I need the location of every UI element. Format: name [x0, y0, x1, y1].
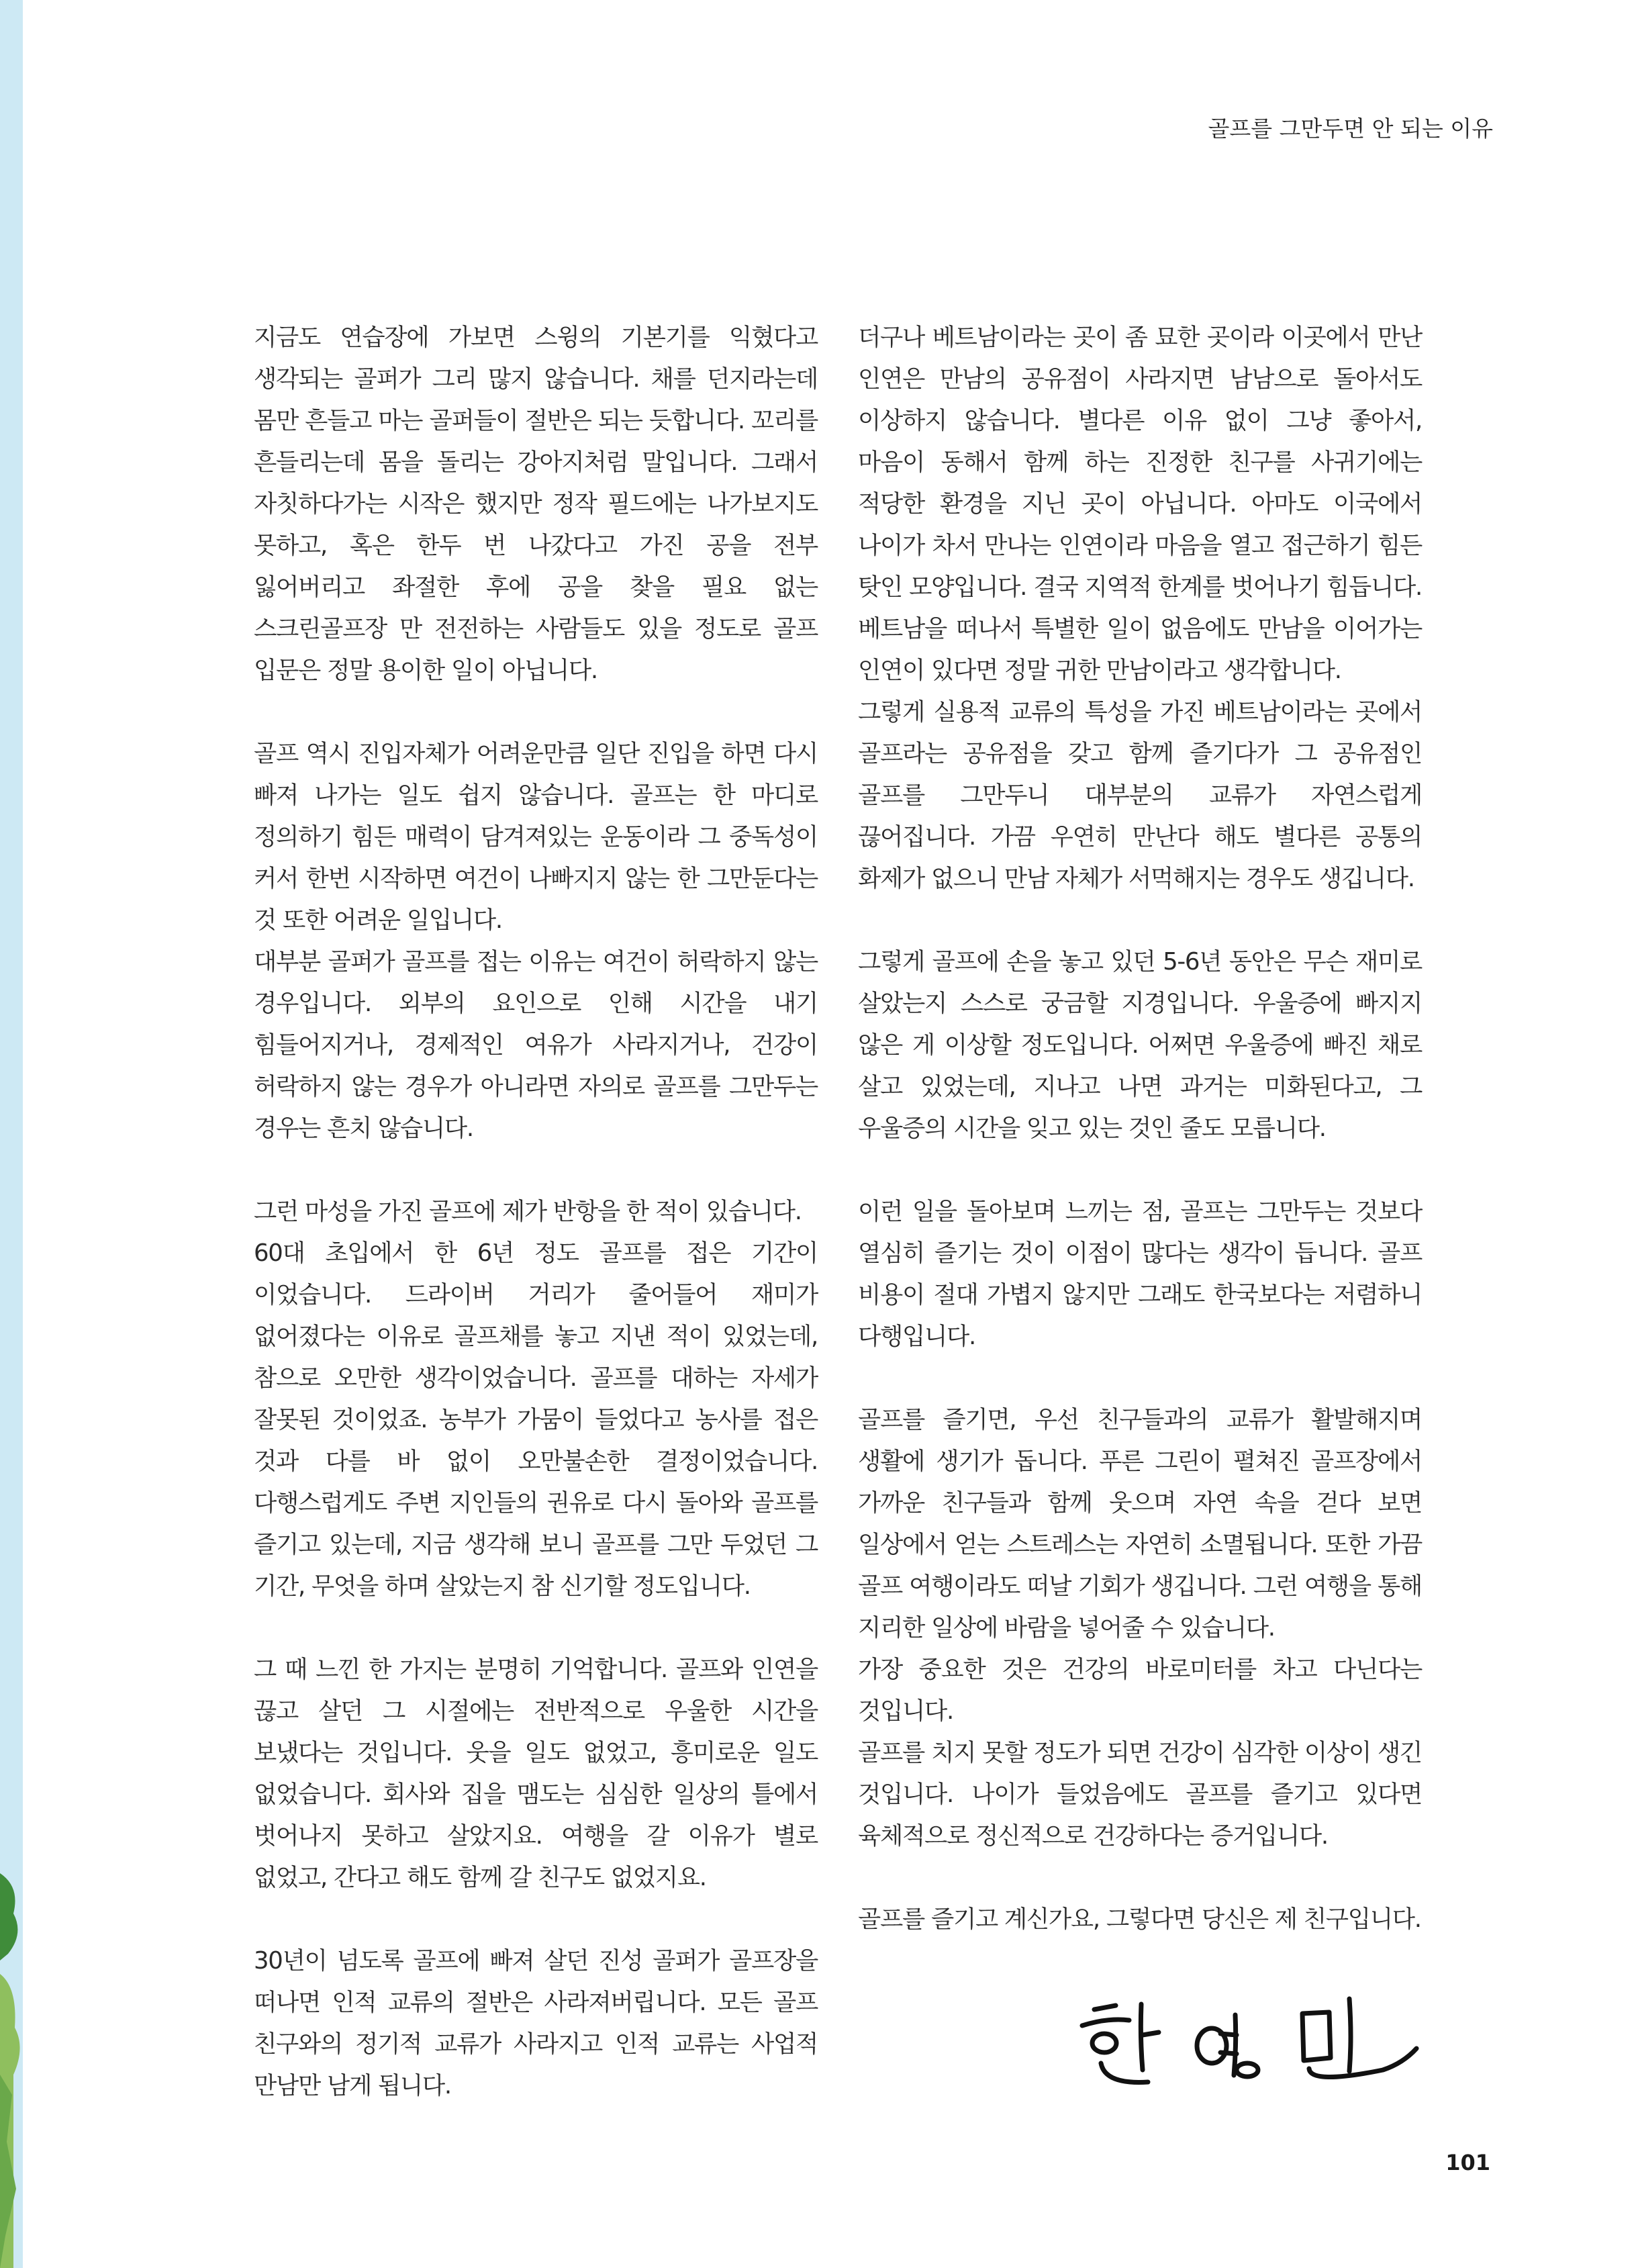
- closing-line: 골프를 즐기고 계신가요, 그렇다면 당신은 제 친구입니다.: [858, 1905, 1421, 1933]
- body-paragraph: 가장 중요한 것은 건강의 바로미터를 차고 다닌다는 것입니다.: [858, 1656, 1422, 1725]
- right-column: [858, 317, 1422, 1940]
- author-signature: [1067, 1991, 1430, 2091]
- body-paragraph: 그렇게 골프에 손을 놓고 있던 5-6년 동안은 무슨 재미로 살았는지 스스로 궁금할 지경입니다. 우울증에 빠지지 않은 게 이상할 정도입니다. 어쩌면 우울증에 빠진 채로 살고 있었는데, 지나고 나면 과거는 미화된다고, 그 우울증의 시간을 잊고 있는 것인 줄도 모릅니다.: [858, 948, 1422, 1142]
- body-paragraph: 60대 초입에서 한 6년 정도 골프를 접은 기간이 이었습니다. 드라이버 거리가 줄어들어 재미가 없어졌다는 이유로 골프채를 놓고 지낸 적이 있었는데, 참으로 오만한 생각이었습니다. 골프를 대하는 자세가 잘못된 것이었죠. 농부가 가뭄이 들었다고 농사를 접은 것과 다를 바 없이 오만불손한 결정이었습니다. 다행스럽게도 주변 지인들의 권유로 다시 돌아와 골프를 즐기고 있는데, 지금 생각해 보니 골프를 그만 두었던 그 기간, 무엇을 하며 살았는지 참 신기할 정도입니다.: [254, 1239, 818, 1600]
- body-paragraph: 그런 마성을 가진 골프에 제가 반항을 한 적이 있습니다.: [254, 1198, 802, 1225]
- body-paragraph: 대부분 골퍼가 골프를 접는 이유는 여건이 허락하지 않는 경우입니다. 외부의 요인으로 인해 시간을 내기 힘들어지거나, 경제적인 여유가 사라지거나, 건강이 허락하지 않는 경우가 아니라면 자의로 골프를 그만두는 경우는 흔치 않습니다.: [254, 948, 818, 1142]
- body-paragraph: 더구나 베트남이라는 곳이 좀 묘한 곳이라 이곳에서 만난 인연은 만남의 공유점이 사라지면 남남으로 돌아서도 이상하지 않습니다. 별다른 이유 없이 그냥 좋아서, 마음이 동해서 함께 하는 진정한 친구를 사귀기에는 적당한 환경을 지닌 곳이 아닙니다. 아마도 이국에서 나이가 차서 만나는 인연이라 마음을 열고 접근하기 힘든 탓인 모양입니다. 결국 지역적 한계를 벗어나기 힘듭니다. 베트남을 떠나서 특별한 일이 없음에도 만남을 이어가는 인연이 있다면 정말 귀한 만남이라고 생각합니다.: [858, 324, 1422, 684]
- body-paragraph: 골프를 즐기면, 우선 친구들과의 교류가 활발해지며 생활에 생기가 돕니다. 푸른 그린이 펼쳐진 골프장에서 가까운 친구들과 함께 웃으며 자연 속을 걷다 보면 일상에서 얻는 스트레스는 자연히 소멸됩니다. 또한 가끔 골프 여행이라도 떠날 기회가 생깁니다. 그런 여행을 통해 지리한 일상에 바람을 넣어줄 수 있습니다.: [858, 1406, 1422, 1642]
- body-paragraph: 지금도 연습장에 가보면 스윙의 기본기를 익혔다고 생각되는 골퍼가 그리 많지 않습니다. 채를 던지라는데 몸만 흔들고 마는 골퍼들이 절반은 되는 듯합니다. 꼬리를 흔들리는데 몸을 돌리는 강아지처럼 말입니다. 그래서 자칫하다가는 시작은 했지만 정작 필드에는 나가보지도 못하고, 혹은 한두 번 나갔다고 가진 공을 전부 잃어버리고 좌절한 후에 공을 찾을 필요 없는 스크린골프장 만 전전하는 사람들도 있을 정도로 골프 입문은 정말 용이한 일이 아닙니다.: [254, 324, 818, 684]
- left-column: [254, 317, 818, 2107]
- running-header: 골프를 그만두면 안 되는 이유: [1208, 115, 1493, 142]
- body-paragraph: 골프를 치지 못할 정도가 되면 건강이 심각한 이상이 생긴 것입니다. 나이가 들었음에도 골프를 즐기고 있다면 육체적으로 정신적으로 건강하다는 증거입니다.: [858, 1739, 1422, 1850]
- edge-foliage-illustration: [0, 1873, 27, 2268]
- body-paragraph: 이런 일을 돌아보며 느끼는 점, 골프는 그만두는 것보다 열심히 즐기는 것이 이점이 많다는 생각이 듭니다. 골프 비용이 절대 가볍지 않지만 그래도 한국보다는 저렴하니 다행입니다.: [858, 1198, 1422, 1350]
- body-paragraph: 30년이 넘도록 골프에 빠져 살던 진성 골퍼가 골프장을 떠나면 인적 교류의 절반은 사라져버립니다. 모든 골프 친구와의 정기적 교류가 사라지고 인적 교류는 사업적 만남만 남게 됩니다.: [254, 1947, 818, 2099]
- body-paragraph: 그 때 느낀 한 가지는 분명히 기억합니다. 골프와 인연을 끊고 살던 그 시절에는 전반적으로 우울한 시간을 보냈다는 것입니다. 웃을 일도 없었고, 흥미로운 일도 없었습니다. 회사와 집을 맴도는 심심한 일상의 틀에서 벗어나지 못하고 살았지요. 여행을 갈 이유가 별로 없었고, 간다고 해도 함께 갈 친구도 없었지요.: [254, 1656, 818, 1891]
- page-number: 101: [1445, 2150, 1490, 2175]
- body-paragraph: 골프 역시 진입자체가 어려운만큼 일단 진입을 하면 다시 빠져 나가는 일도 쉽지 않습니다. 골프는 한 마디로 정의하기 힘든 매력이 담겨져있는 운동이라 그 중독성이 커서 한번 시작하면 여건이 나빠지지 않는 한 그만둔다는 것 또한 어려운 일입니다.: [254, 740, 818, 934]
- body-paragraph: 그렇게 실용적 교류의 특성을 가진 베트남이라는 곳에서 골프라는 공유점을 갖고 함께 즐기다가 그 공유점인 골프를 그만두니 대부분의 교류가 자연스럽게 끊어집니다. 가끔 우연히 만난다 해도 별다른 공통의 화제가 없으니 만남 자체가 서먹해지는 경우도 생깁니다.: [858, 698, 1422, 892]
